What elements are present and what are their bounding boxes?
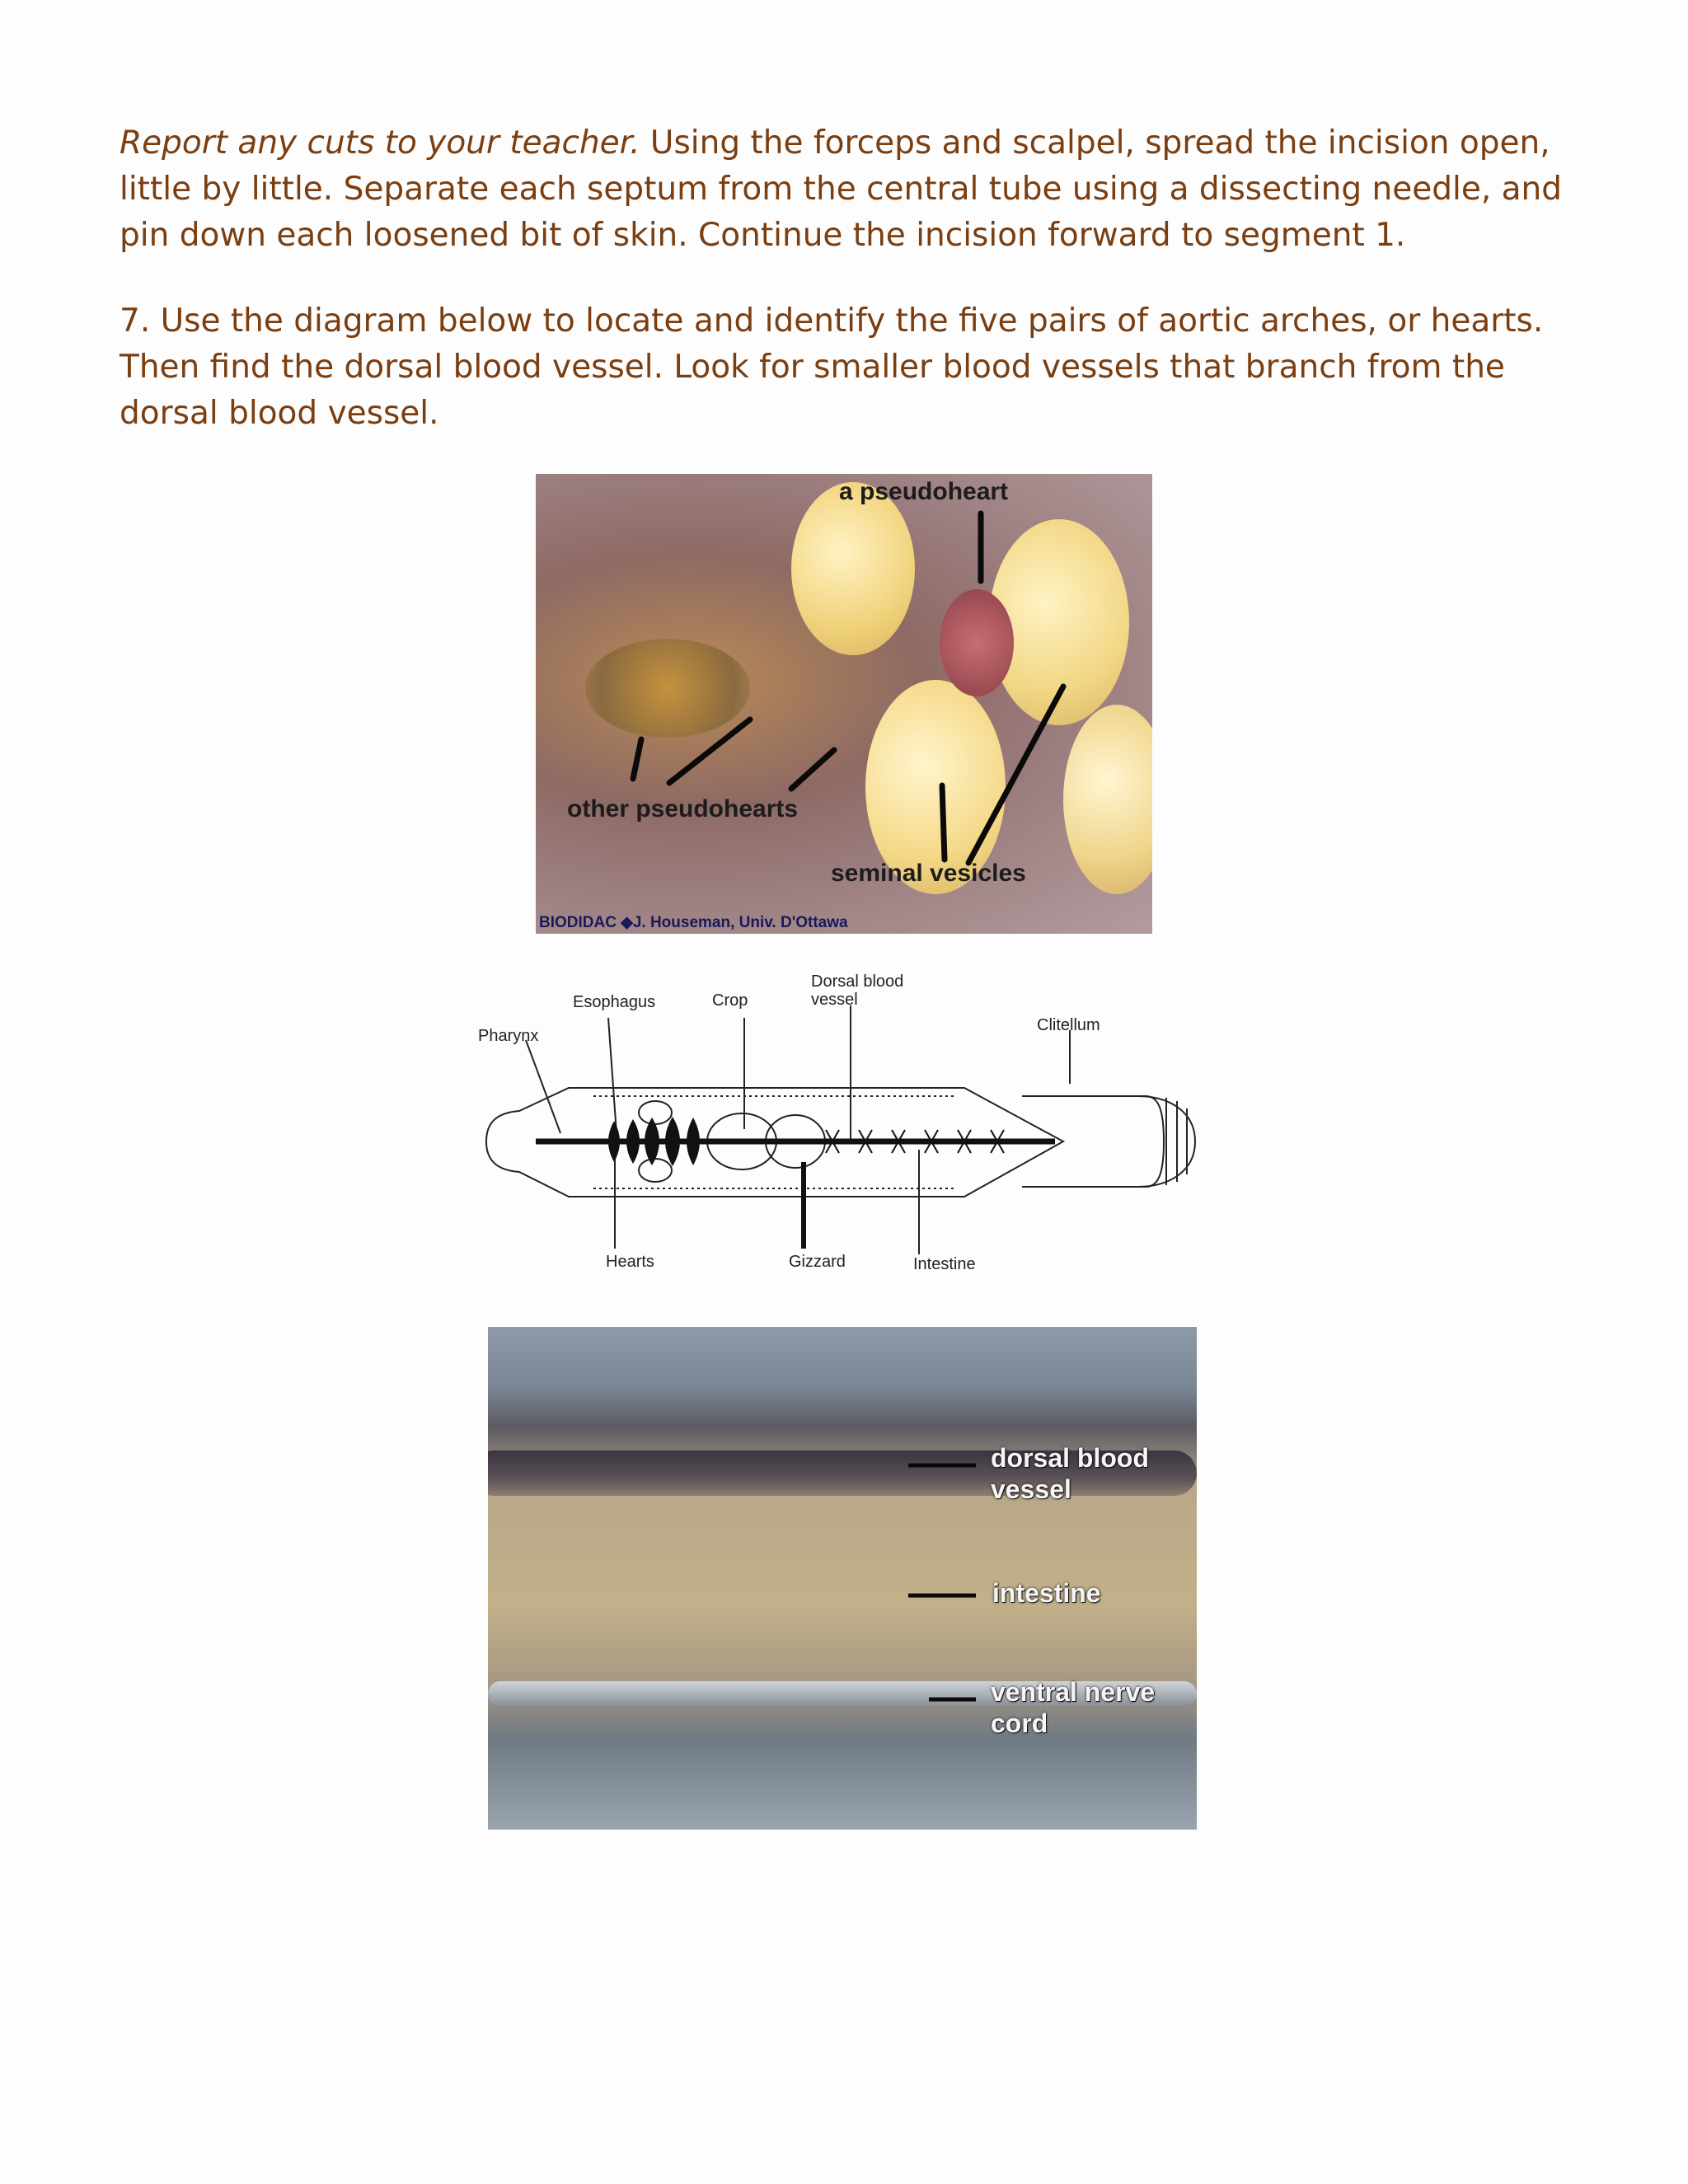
intro-paragraph [120, 120, 1578, 259]
label-pseudoheart: a pseudoheart [839, 478, 1009, 505]
label-dorsal-blood-vessel: dorsal blood vessel [991, 1443, 1149, 1504]
photo-credit: BIODIDAC ◆J. Houseman, Univ. D'Ottawa [539, 914, 848, 931]
label-dorsal-vessel: Dorsal blood vessel [811, 972, 904, 1009]
label-intestine: Intestine [913, 1255, 976, 1273]
label-esophagus: Esophagus [573, 993, 656, 1011]
dorsal-vessel-photo [488, 1327, 1197, 1830]
label-other-pseudohearts: other pseudohearts [567, 795, 799, 823]
label-seminal-vesicles: seminal vesicles [831, 860, 1026, 887]
pseudoheart-photo [536, 474, 1152, 934]
label-clitellum: Clitellum [1037, 1016, 1100, 1034]
label-gizzard: Gizzard [789, 1253, 846, 1271]
step-7-paragraph: 7. Use the diagram below to locate and identify the five pairs of aortic arches, or hearts. Then find the dorsal blood vessel. Look for smaller blood vessels that branch from the dorsal blood vessel. [120, 302, 1544, 432]
safety-warning: Report any cuts to your teacher. [120, 124, 640, 162]
label-crop: Crop [712, 991, 748, 1010]
label-ventral-nerve-cord: ventral nerve cord [991, 1677, 1156, 1738]
label-pharynx: Pharynx [478, 1027, 539, 1045]
earthworm-diagram [470, 964, 1212, 1286]
label-hearts: Hearts [606, 1253, 654, 1271]
intro-text: Using the forceps and scalpel, spread the incision open, little by little. Separate each septum from the central tube using a dissecting needle, and pin down each loosened bit of skin. Continue the incision forward to segment 1. [120, 124, 1563, 254]
label-intestine-photo: intestine [992, 1578, 1101, 1608]
